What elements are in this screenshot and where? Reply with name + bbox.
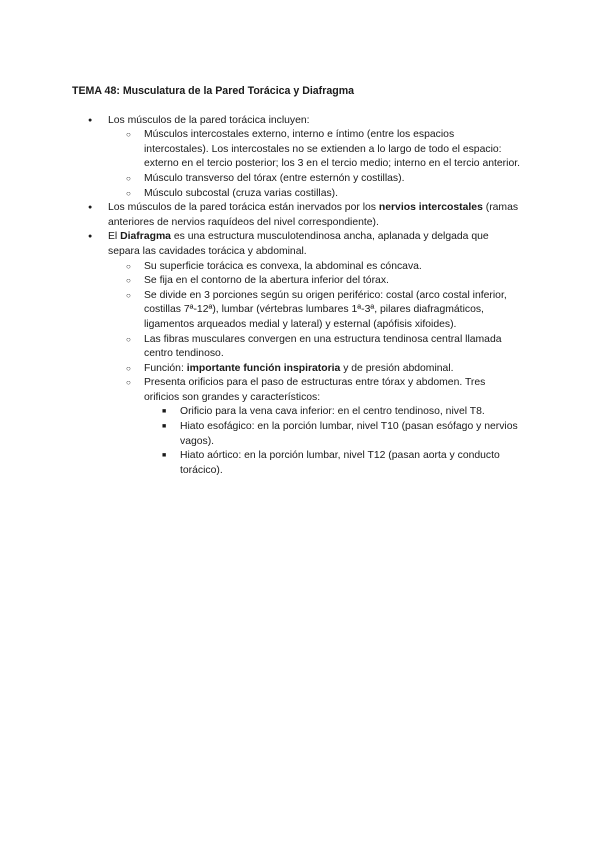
- sub-item-porciones: ○ Se divide en 3 porciones según su origen periférico: costal (arco costal inferior, costillas 7ª-12ª), lumbar (vértebras lumbares 1ª-3ª, pilares diafragmáticos, ligamentos arqueados medial y lateral) y esternal (apófisis xifoides).: [108, 289, 520, 333]
- bullet-text: (ramas anteriores de nervios raquídeos del nivel correspondiente).: [108, 202, 519, 228]
- sub-text: Presenta orificios para el paso de estructuras entre tórax y abdomen. Tres orificios son grandes y característicos:: [144, 377, 486, 403]
- sub-item-funcion: [108, 362, 520, 377]
- sub-list: [108, 128, 520, 201]
- main-list: [72, 114, 520, 479]
- orifice-item-esofagico: ■ Hiato esofágico: en la porción lumbar, nivel T10 (pasan esófago y nervios vagos).: [144, 420, 520, 449]
- bullet-text: es una estructura musculotendinosa ancha, aplanada y delgada que separa las cavidades torácica y abdominal.: [108, 231, 489, 257]
- orifice-item-vena-cava: ■ Orificio para la vena cava inferior: en el centro tendinoso, nivel T8.: [144, 405, 520, 420]
- sub-item-subcostal: ○ Músculo subcostal (cruza varias costillas).: [108, 187, 520, 202]
- bullet-text: Los músculos de la pared torácica están inervados por los: [108, 202, 379, 214]
- orifice-list: [144, 405, 520, 478]
- orifice-item-aortico: ■ Hiato aórtico: en la porción lumbar, nivel T12 (pasan aorta y conducto torácico).: [144, 449, 520, 478]
- sub-list: [108, 260, 520, 479]
- bullet-diafragma: [72, 230, 520, 478]
- document-title: TEMA 48: Musculatura de la Pared Torácica y Diafragma: [72, 85, 355, 97]
- sub-item-orificios: [108, 376, 520, 478]
- bullet-wall-muscles: [72, 114, 520, 202]
- sub-text: Función:: [144, 362, 187, 374]
- bold-term: importante función inspiratoria: [186, 362, 341, 374]
- sub-item-fijacion: ○ Se fija en el contorno de la abertura inferior del tórax.: [108, 274, 520, 289]
- bullet-text: Los músculos de la pared torácica incluyen:: [108, 114, 310, 126]
- sub-text: y de presión abdominal.: [340, 362, 454, 374]
- bullet-innervation: [72, 201, 520, 230]
- bullet-text: El: [108, 231, 121, 243]
- sub-item-superficie: ○ Su superficie torácica es convexa, la abdominal es cóncava.: [108, 260, 520, 275]
- sub-item-intercostales: ○ Músculos intercostales externo, interno e íntimo (entre los espacios intercostales). Los intercostales no se extienden a lo largo de todo el espacio: externo en el tercio posterior; los 3 en el tercio medio; interno en el tercio anterior.: [108, 128, 520, 172]
- bold-term: nervios intercostales: [378, 202, 483, 214]
- sub-item-transverso: ○ Músculo transverso del tórax (entre esternón y costillas).: [108, 172, 520, 187]
- sub-item-fibras: ○ Las fibras musculares convergen en una estructura tendinosa central llamada centro tendinoso.: [108, 333, 520, 362]
- bold-term: Diafragma: [120, 231, 171, 243]
